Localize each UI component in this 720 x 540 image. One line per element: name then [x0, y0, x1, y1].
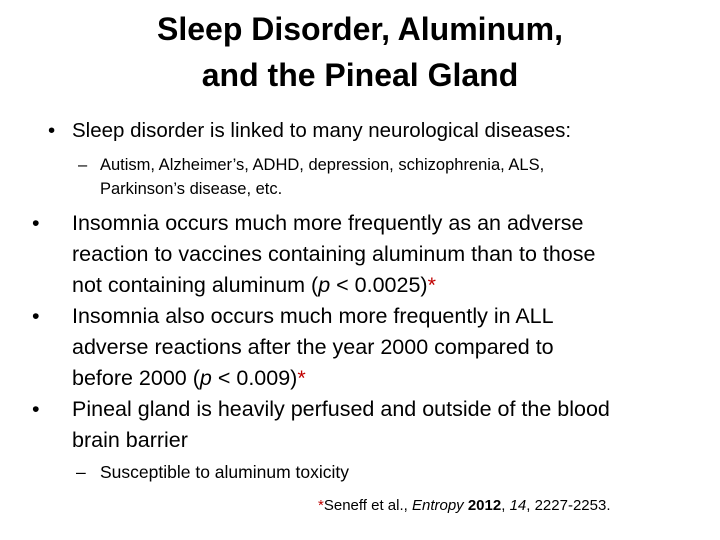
subbullet-marker: –: [76, 462, 86, 482]
citation-year: 2012: [467, 497, 502, 514]
subbullet-diseases: [78, 153, 698, 201]
bullet-line-3: [72, 363, 710, 394]
bullet-line-2: brain barrier: [72, 428, 188, 452]
bullet-line-1: Insomnia occurs much more frequently as an adverse: [72, 211, 584, 235]
citation-volume: 14: [509, 497, 527, 514]
p-value-symbol: p: [199, 366, 212, 390]
bullet-line-2: adverse reactions after the year 2000 compared to: [72, 335, 554, 359]
bullet-line-1: Insomnia also occurs much more frequently in ALL: [72, 304, 554, 328]
bullet-marker: •: [48, 119, 56, 142]
bullet-insomnia-2000: [30, 301, 710, 394]
bullet-line-3-post: < 0.0025): [330, 273, 428, 297]
bullet-line-2: reaction to vaccines containing aluminum than to those: [72, 242, 596, 266]
bullet-line-3-pre: before 2000 (: [72, 366, 200, 390]
title-line-1: Sleep Disorder, Aluminum,: [156, 11, 563, 47]
bullet-marker: •: [32, 211, 40, 235]
title-line-2: and the Pineal Gland: [201, 57, 519, 93]
main-bullets: [30, 208, 710, 456]
subbullet-line-2: Parkinson’s disease, etc.: [100, 180, 283, 198]
citation: [318, 494, 718, 518]
bullet-text: Sleep disorder is linked to many neurological diseases:: [72, 119, 572, 142]
bullet-sleep-disorder: [46, 118, 706, 144]
bullet-line-3: [72, 270, 710, 301]
subbullet-aluminum-toxicity: [76, 459, 676, 485]
bullet-line-3-pre: not containing aluminum (: [72, 273, 319, 297]
subbullet-marker: –: [78, 156, 88, 174]
bullet-line-1: Pineal gland is heavily perfused and outside of the blood: [72, 397, 610, 421]
bullet-insomnia-vaccines: [30, 208, 710, 301]
citation-sep-2: ,: [501, 497, 510, 514]
citation-pages: , 2227-2253.: [526, 497, 611, 514]
bullet-marker: •: [32, 304, 40, 328]
bullet-line-3-post: < 0.009): [211, 366, 298, 390]
subbullet-text: Susceptible to aluminum toxicity: [100, 462, 349, 482]
subbullet-line-1: Autism, Alzheimer’s, ADHD, depression, schizophrenia, ALS,: [100, 156, 545, 174]
citation-journal: Entropy: [411, 497, 464, 514]
footnote-star: *: [427, 273, 436, 297]
slide-title: [60, 6, 660, 98]
bullet-marker: •: [32, 397, 40, 421]
footnote-star: *: [297, 366, 306, 390]
bullet-pineal-gland: [30, 394, 710, 456]
citation-star: *: [318, 497, 324, 514]
citation-authors: Seneff et al.,: [323, 497, 412, 514]
p-value-symbol: p: [318, 273, 331, 297]
